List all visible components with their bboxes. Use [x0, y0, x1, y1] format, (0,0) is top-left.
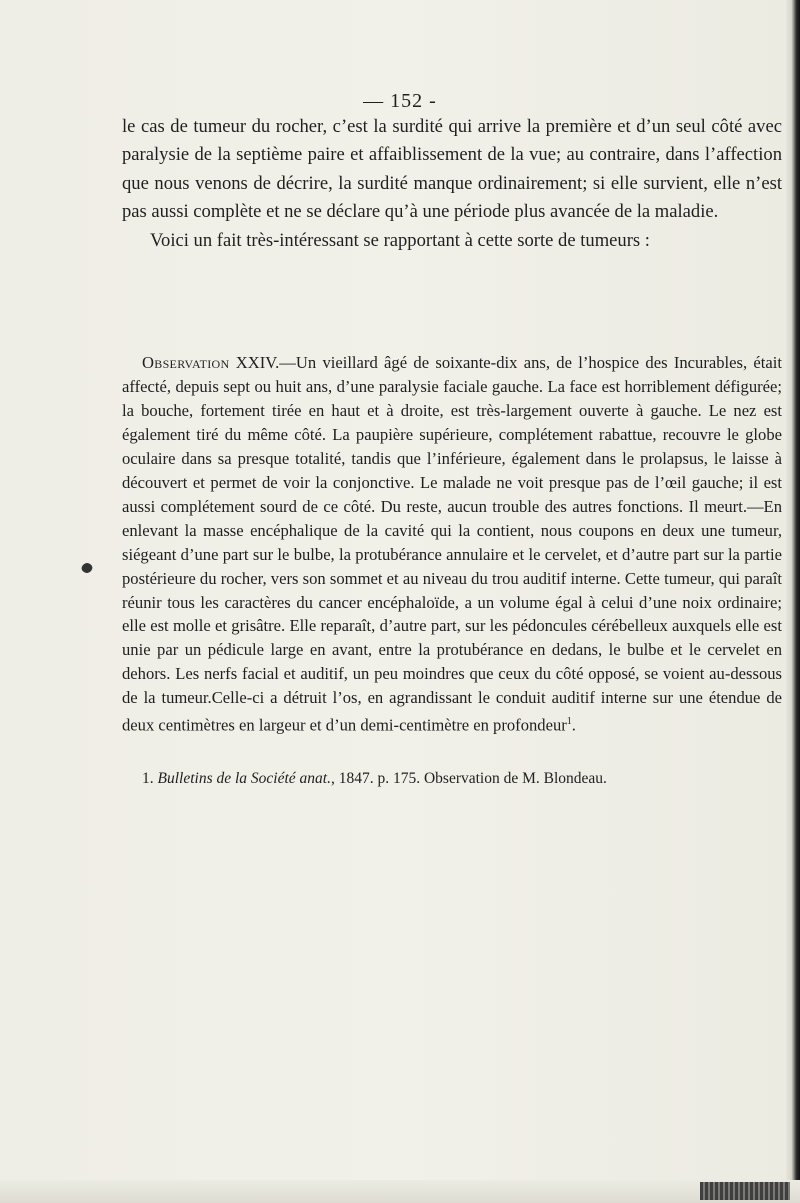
- page-number: — 152 -: [363, 90, 437, 112]
- observation-end: .: [571, 715, 576, 735]
- scan-edge-mark: [700, 1182, 790, 1200]
- footnote: [142, 770, 792, 788]
- paragraph-1: le cas de tumeur du rocher, c’est la surdité qui arrive la première et d’un seul côté avec paralysie de la septième paire et affaiblissement de la vue; au contraire, dans l’affection que nous venons de décrire, la surdité manque ordinairement; si elle survient, elle n’est pas aussi complète et ne se déclare qu’à une période plus avancée de la maladie.: [122, 116, 782, 223]
- page-edge-shadow: [786, 0, 800, 1203]
- main-text: [122, 113, 782, 255]
- footnote-number: 1.: [142, 770, 154, 787]
- footnote-ref: 1: [566, 716, 572, 728]
- page-bottom-edge: [0, 1180, 800, 1203]
- paragraph-2: Voici un fait très-intéressant se rapportant à cette sorte de tumeurs :: [150, 229, 650, 251]
- footnote-title: Bulletins de la Société anat.: [157, 770, 331, 787]
- observation-block: [122, 351, 782, 738]
- observation-label: Observation: [142, 353, 230, 372]
- observation-paragraph: [122, 351, 782, 738]
- observation-text: XXIV.—Un vieillard âgé de soixante-dix ans, de l’hospice des Incurables, était affecté, depuis sept ou huit ans, d’une paralysie faciale gauche. La face est horriblement défigurée; la bouche, fortement tirée en haut et à droite, est très-largement ouverte à gauche. Le nez est également tiré du même côté. La paupière supérieure, complétement rabattue, recouvre le globe oculaire dans sa presque totalité, tandis que l’inférieure, également dans le prolapsus, le laisse à découvert et permet de voir la conjonctive. Le malade ne voit presque pas de l’œil gauche; il est aussi complétement sourd de ce côté. Du reste, aucun trouble des autres fonctions. Il meurt.—En enlevant la masse encéphalique de la cavité qui la contient, nous coupons en deux une tumeur, siégeant d’une part sur le bulbe, la protubérance annulaire et le cervelet, et d’autre part sur la partie postérieure du rocher, vers son sommet et au niveau du trou auditif interne. Cette tumeur, qui paraît réunir tous les caractères du cancer encéphaloïde, a un volume égal à celui d’une noix ordinaire; elle est molle et grisâtre. Elle reparaît, d’autre part, sur les pédoncules cérébelleux auxquels elle est unie par un pédicule large en avant, entre la protubérance en dedans, le bulbe et le cervelet en dehors. Les nerfs facial et auditif, un peu moindres que ceux du côté opposé, se voient au-dessous de la tumeur.Celle-ci a détruit l’os, en agrandissant le conduit auditif interne sur une étendue de deux centimètres en largeur et d’un demi-centimètre en profondeur: [122, 353, 782, 735]
- footnote-rest: , 1847. p. 175. Observation de M. Blondeau.: [330, 770, 607, 787]
